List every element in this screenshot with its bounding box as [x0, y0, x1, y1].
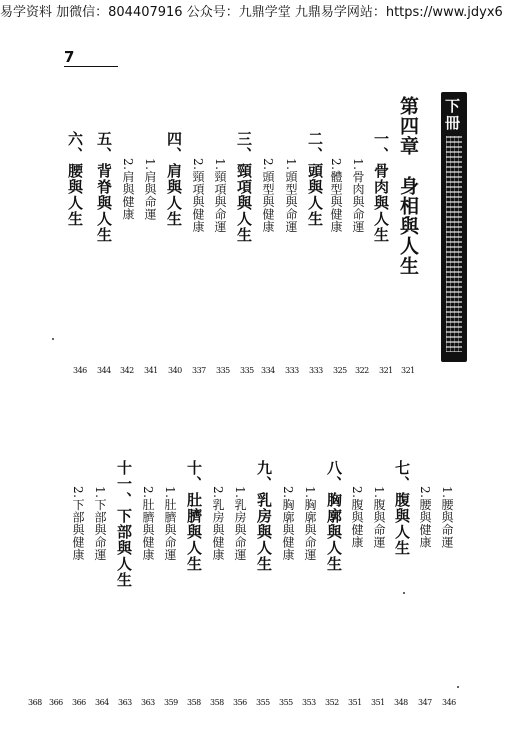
- toc-page-number: 322: [355, 366, 369, 375]
- toc-page-number: 348: [394, 698, 408, 707]
- toc-page-number: 342: [120, 366, 134, 375]
- toc-page-number: 351: [371, 698, 385, 707]
- toc-entry: 2.頭型與健康: [261, 158, 275, 233]
- toc-page-number: 366: [72, 698, 86, 707]
- toc-page-number: 347: [418, 698, 432, 707]
- toc-entry: 2.肩與健康: [121, 158, 135, 221]
- part-tab: [441, 92, 467, 362]
- toc-entry: 2.胸廓與健康: [281, 486, 295, 561]
- toc-page-number: 341: [144, 366, 158, 375]
- toc-entry: 三、頸項與人生: [235, 131, 253, 243]
- toc-page-number: 340: [168, 366, 182, 375]
- toc-page-number: 358: [187, 698, 201, 707]
- toc-entry: 2.下部與健康: [71, 486, 85, 561]
- toc-page-number: 344: [97, 366, 111, 375]
- toc-page-number: 321: [379, 366, 393, 375]
- toc-entry: 1.腰與命運: [440, 486, 454, 549]
- toc-entry: 2.體型與健康: [329, 158, 343, 233]
- toc-page-number: 335: [240, 366, 254, 375]
- chapter-title: 第四章 身相與人生: [397, 96, 419, 276]
- toc-entry: 六、腰與人生: [66, 131, 84, 227]
- toc-page-number: 335: [216, 366, 230, 375]
- toc-entry: 一、骨肉與人生: [372, 131, 390, 243]
- toc-page-number: 366: [49, 698, 63, 707]
- toc-entry: 八、胸廓與人生: [325, 460, 343, 572]
- toc-page-number: 355: [279, 698, 293, 707]
- toc-page-number: 321: [401, 366, 415, 375]
- toc-entry: 2.腹與健康: [350, 486, 364, 549]
- toc-entry: 九、乳房與人生: [255, 460, 273, 572]
- toc-entry: 2.腰與健康: [418, 486, 432, 549]
- toc-entry: 1.肚臍與命運: [163, 486, 177, 561]
- toc-entry: 1.骨肉與命運: [351, 158, 365, 233]
- toc-page-number: 353: [302, 698, 316, 707]
- toc-entry: 2.頸項與健康: [191, 158, 205, 233]
- scan-speck: [52, 338, 54, 340]
- toc-page-number: 346: [73, 366, 87, 375]
- toc-page-number: 358: [210, 698, 224, 707]
- toc-entry: 五、背脊與人生: [95, 131, 113, 243]
- toc-entry: 十、肚臍與人生: [185, 460, 203, 572]
- toc-page-number: 359: [164, 698, 178, 707]
- part-label: 下冊: [443, 98, 461, 132]
- toc-entry: 四、肩與人生: [165, 131, 183, 227]
- toc-page-number: 352: [325, 698, 339, 707]
- part-tab-scribble: [446, 136, 462, 352]
- toc-entry: 1.頭型與命運: [284, 158, 298, 233]
- toc-entry: 1.下部與命運: [93, 486, 107, 561]
- toc-entry: 十一、下部與人生: [115, 460, 133, 588]
- toc-entry: 2.肚臍與健康: [141, 486, 155, 561]
- toc-entry: 七、腹與人生: [393, 460, 411, 556]
- toc-entry: 1.頸項與命運: [213, 158, 227, 233]
- toc-page-number: 355: [256, 698, 270, 707]
- toc-entry: 二、頭與人生: [306, 131, 324, 227]
- page-number: 7: [64, 48, 75, 66]
- toc-page-number: 325: [333, 366, 347, 375]
- toc-page-number: 351: [348, 698, 362, 707]
- toc-page-number: 333: [309, 366, 323, 375]
- toc-entry: 1.肩與命運: [143, 158, 157, 221]
- scan-speck: [457, 686, 459, 688]
- toc-entry: 1.腹與命運: [372, 486, 386, 549]
- toc-page-number: 334: [261, 366, 275, 375]
- scan-speck: [403, 592, 405, 594]
- page-number-underline: [64, 66, 118, 67]
- toc-page-number: 364: [95, 698, 109, 707]
- watermark-banner: 易学资料 加微信：804407916 公众号：九鼎学堂 九鼎易学网站：https://www.jdyx6: [0, 0, 529, 26]
- toc-entry: 1.胸廓與命運: [303, 486, 317, 561]
- toc-page-number: 337: [192, 366, 206, 375]
- toc-page-number: 363: [141, 698, 155, 707]
- toc-page-number: 346: [442, 698, 456, 707]
- toc-page-number: 356: [233, 698, 247, 707]
- toc-page-number: 333: [285, 366, 299, 375]
- toc-page-number: 368: [28, 698, 42, 707]
- toc-entry: 2.乳房與健康: [211, 486, 225, 561]
- toc-entry: 1.乳房與命運: [233, 486, 247, 561]
- toc-page-number: 363: [118, 698, 132, 707]
